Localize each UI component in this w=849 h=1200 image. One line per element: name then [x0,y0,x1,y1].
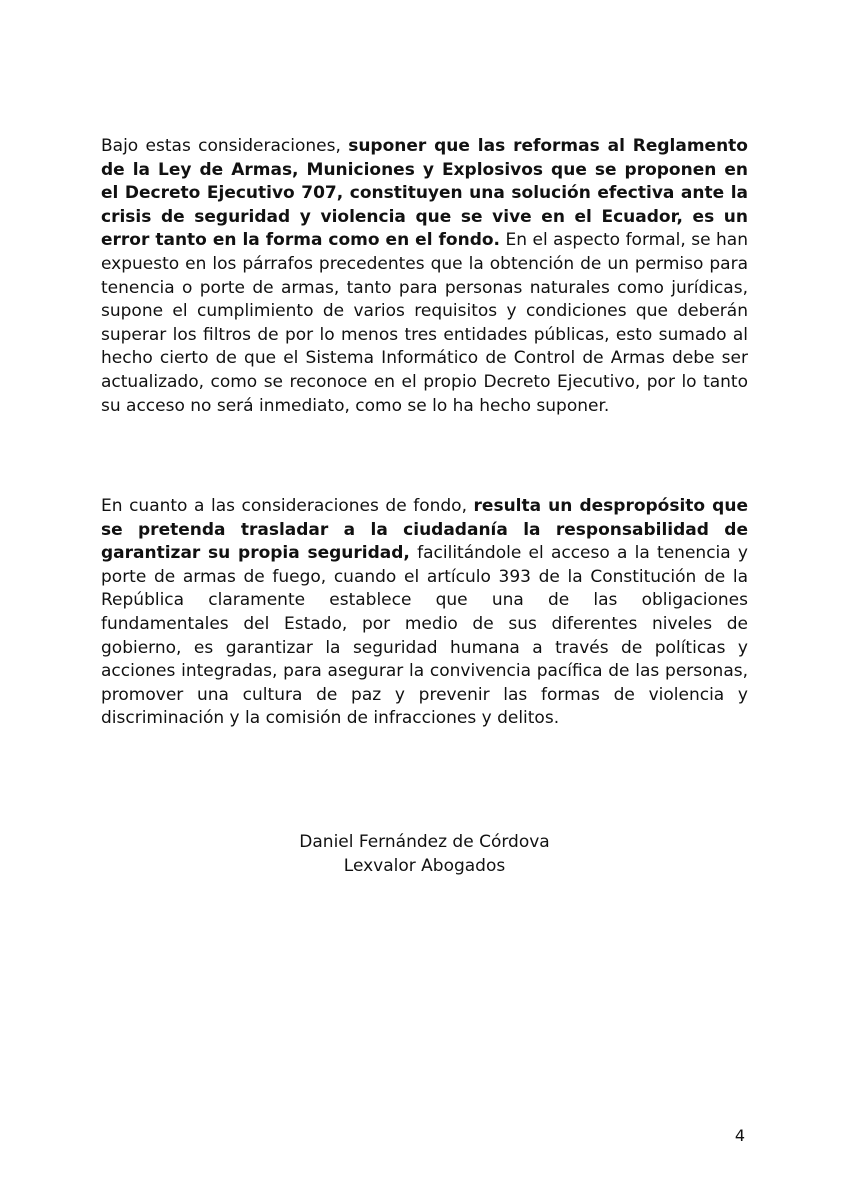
paragraph-1-rest-text: En el aspecto formal, se han expuesto en los párrafos precedentes que la obtención de un permiso para tenencia o porte de armas, tanto para personas naturales como jurídicas, supone el cumplimiento de varios requisitos y condiciones que deberán superar los filtros de por lo menos tres entidades públicas, esto sumado al hecho cierto de que el Sistema Informático de Control de Armas debe ser actualizado, como se reconoce en el propio Decreto Ejecutivo, por lo tanto su acceso no será inmediato, como se lo ha hecho suponer. [101,230,748,416]
body-paragraph-substance [101,495,748,731]
paragraph-2-lead-text: En cuanto a las consideraciones de fondo, [101,496,474,516]
body-paragraph-considerations [101,135,748,418]
paragraph-2-rest-text: facilitándole el acceso a la tenencia y porte de armas de fuego, cuando el artículo 393 de la Constitución de la República claramente establece que una de las obligaciones fundamentales del Estado, por medio de sus diferentes niveles de gobierno, es garantizar la seguridad humana a través de políticas y acciones integradas, para asegurar la convivencia pacífica de las personas, promover una cultura de paz y prevenir las formas de violencia y discriminación y la comisión de infracciones y delitos. [101,543,748,729]
paragraph-1-lead-text: Bajo estas consideraciones, [101,136,349,156]
paragraph-1-bold-text: suponer que las reformas al Reglamento de la Ley de Armas, Municiones y Explosivos que se proponen en el Decreto Ejecutivo 707, constituyen una solución efectiva ante la crisis de seguridad y violencia que se vive en el Ecuador, es un error tanto en la forma como en el fondo. [101,136,748,251]
signature-firm-name: Lexvalor Abogados [343,856,506,876]
page-number: 4 [734,1126,746,1145]
paragraph-2-bold-text: resulta un despropósito que se pretenda trasladar a la ciudadanía la responsabilidad de garantizar su propia seguridad, [101,496,748,564]
signature-author-name: Daniel Fernández de Córdova [299,832,550,852]
